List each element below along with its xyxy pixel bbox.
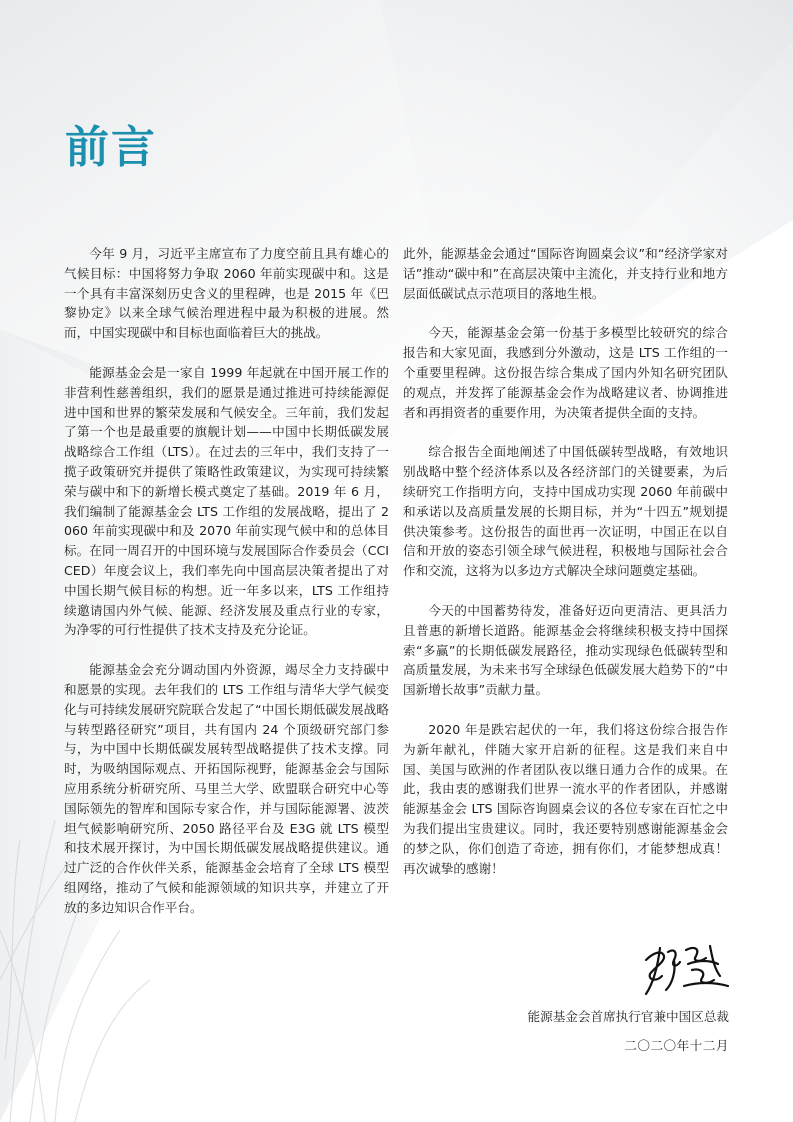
paragraph-continuation: 此外，能源基金会通过“国际咨询圆桌会议”和“经济学家对话”推动“碳中和”在高层决策中主流化，并支持行业和地方层面低碳试点示范项目的落地生根。 bbox=[403, 246, 728, 301]
paragraph: 今天的中国蓄势待发，准备好迈向更清洁、更具活力且普惠的新增长道路。能源基金会将继续积极支持中国探索“多赢”的长期低碳发展路径，推动实现绿色低碳转型和高质量发展，为未来书写全球绿色低碳发展大趋势下的“中国新增长故事”贡献力量。 bbox=[403, 602, 728, 698]
paragraph: 今天，能源基金会第一份基于多模型比较研究的综合报告和大家见面，我感到分外激动，这是 LTS 工作组的一个重要里程碑。这份报告综合集成了国内外知名研究团队的观点，并发挥了能源基金会作为战略建议者、协调推进者和再捐资者的重要作用，为决策者提供全面的支持。 bbox=[403, 325, 728, 420]
handwritten-signature bbox=[640, 938, 732, 998]
page-title: 前言 bbox=[65, 122, 157, 173]
paragraph: 2020 年是跌宕起伏的一年，我们将这份综合报告作为新年献礼，伴随大家开启新的征程。这是我们来自中国、美国与欧洲的作者团队夜以继日通力合作的成果。在此，我由衷的感谢我们世界一流水平的作者团队，并感谢能源基金会 LTS 国际咨询圆桌会议的各位专家在百忙之中为我们提出宝贵建议。同时，我还要特别感谢能源基金会的梦之队，你们创造了奇迹，拥有你们，才能梦想成真！再次诚挚的感谢！ bbox=[403, 721, 728, 876]
left-column bbox=[64, 244, 389, 938]
author-title: 能源基金会首席执行官兼中国区总裁 bbox=[527, 1009, 729, 1024]
right-column bbox=[403, 244, 728, 898]
paragraph: 综合报告全面地阐述了中国低碳转型战略，有效地识别战略中整个经济体系以及各经济部门的关键要素，为后续研究工作指明方向，支持中国成功实现 2060 年前碳中和承诺以及高质量发展的长期目标，并为“十四五”规划提供决策参考。这份报告的面世再一次证明，中国正在以自信和开放的姿态引领全球气候进程，积极地与国际社会合作和交流，这将为以多边方式解决全球问题奠定基础。 bbox=[403, 444, 728, 579]
paragraph: 能源基金会充分调动国内外资源，竭尽全力支持碳中和愿景的实现。去年我们的 LTS 工作组与清华大学气候变化与可持续发展研究院联合发起了“中国长期低碳发展战略与转型路径研究”项目，共有国内 24 个顶级研究部门参与，为中国中长期低碳发展转型战略提供了技术支撑。同时，为吸纳国际观点、开拓国际视野，能源基金会与国际应用系统分析研究所、马里兰大学、欧盟联合研究中心等国际领先的智库和国际专家合作，并与国际能源署、波茨坦气候影响研究所、2050 路径平台及 E3G 就 LTS 模型和技术展开探讨，为中国长期低碳发展战略提供建议。通过广泛的合作伙伴关系，能源基金会培育了全球 LTS 模型组网络，推动了气候和能源领域的知识共享，并建立了开放的多边知识合作平台。 bbox=[64, 662, 389, 915]
paragraph: 今年 9 月，习近平主席宣布了力度空前且具有雄心的气候目标：中国将努力争取 2060 年前实现碳中和。这是一个具有丰富深刻历史含义的里程碑，也是 2015 年《巴黎协定》以来全球气候治理进程中最为积极的进展。然而，中国实现碳中和目标也面临着巨大的挑战。 bbox=[64, 246, 389, 341]
paragraph: 能源基金会是一家自 1999 年起就在中国开展工作的非营利性慈善组织，我们的愿景是通过推进可持续能源促进中国和世界的繁荣发展和气候安全。三年前，我们发起了第一个也是最重要的旗舰计划——中国中长期低碳发展战略综合工作组（LTS）。在过去的三年中，我们支持了一揽子政策研究并提供了策略性政策建议，为实现可持续繁荣与碳中和下的新增长模式奠定了基础。2019 年 6 月，我们编制了能源基金会 LTS 工作组的发展战略，提出了 2060 年前实现碳中和及 2070 年前实现气候中和的总体目标。在同一周召开的中国环境与发展国际合作委员会（CCICED）年度会议上，我们率先向中国高层决策者提出了对中国长期气候目标的构想。近一年多以来，LTS 工作组持续邀请国内外气候、能源、经济发展及重点行业的专家，为净零的可行性提供了技术支持及充分论证。 bbox=[64, 364, 389, 638]
signoff-date: 二〇二〇年十二月 bbox=[624, 1038, 729, 1053]
